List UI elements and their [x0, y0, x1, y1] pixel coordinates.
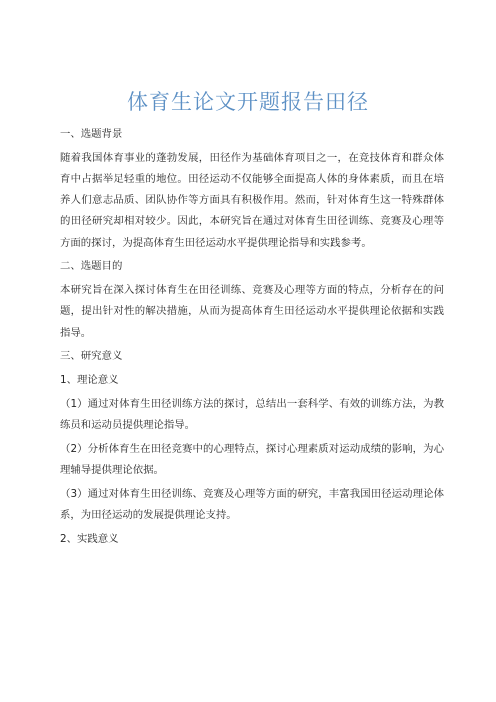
paragraph-background: 随着我国体育事业的蓬勃发展，田径作为基础体育项目之一，在竞技体育和群众体育中占据举足轻重的地位。田径运动不仅能够全面提高人体的身体素质，而且在培养人们意志品质、团队协作等方面具有积极作用。然而，针对体育生这一特殊群体的田径研究却相对较少。因此，本研究旨在通过对体育生田径训练、竞赛及心理等方面的探讨，为提高体育生田径运动水平提供理论指导和实践参考。 — [60, 151, 444, 249]
subheading-theoretical: 1、理论意义 — [60, 374, 119, 387]
paragraph-theory-1: （1）通过对体育生田径训练方法的探讨，总结出一套科学、有效的训练方法，为教练员和运动员提供理论指导。 — [60, 398, 444, 432]
subheading-practical: 2、实践意义 — [60, 533, 119, 545]
document-body — [60, 124, 444, 553]
paragraph-theory-2: （2）分析体育生在田径竞赛中的心理特点，探讨心理素质对运动成绩的影响，为心理辅导提供理论依据。 — [60, 443, 444, 477]
document-title: 体育生论文开题报告田径 — [127, 90, 369, 114]
section-heading-purpose: 二、选题目的 — [60, 260, 123, 273]
paragraph-theory-3: （3）通过对体育生田径训练、竞赛及心理等方面的研究，丰富我国田径运动理论体系，为田径运动的发展提供理论支持。 — [60, 488, 444, 522]
section-heading-significance: 三、研究意义 — [60, 350, 123, 363]
section-heading-background: 一、选题背景 — [60, 128, 123, 140]
paragraph-purpose: 本研究旨在深入探讨体育生在田径训练、竞赛及心理等方面的特点，分析存在的问题，提出针对性的解决措施，从而为提高体育生田径运动水平提供理论依据和实践指导。 — [60, 284, 444, 339]
